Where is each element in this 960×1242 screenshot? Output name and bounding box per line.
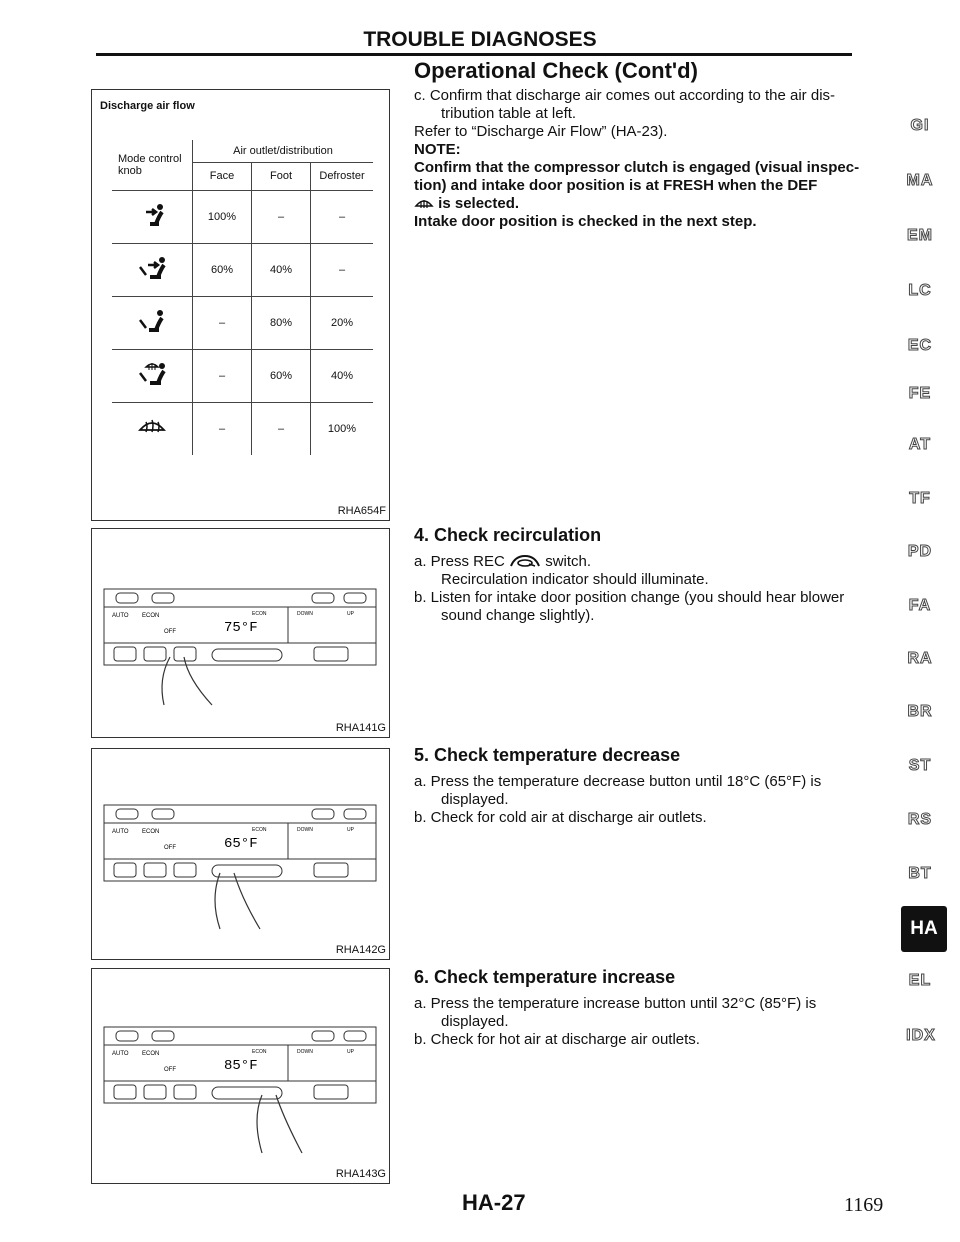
pressing-finger bbox=[257, 1095, 302, 1153]
index-tab-pd[interactable]: PD bbox=[907, 543, 933, 560]
defrost-icon bbox=[132, 414, 172, 440]
section-c bbox=[414, 87, 894, 231]
off-label: OFF bbox=[164, 629, 176, 635]
econ-label: ECON bbox=[142, 829, 160, 835]
index-tab-el[interactable]: EL bbox=[908, 972, 932, 989]
temp-display: 65°F bbox=[224, 836, 258, 852]
bi-level-icon bbox=[132, 255, 172, 281]
col-foot: Foot bbox=[252, 162, 311, 190]
pressing-finger bbox=[162, 657, 212, 705]
text-line: a. Press the temperature decrease button until 18°C (65°F) is bbox=[414, 773, 822, 790]
air-distribution-table bbox=[112, 140, 373, 455]
index-tab-fa[interactable]: FA bbox=[908, 597, 932, 614]
figure-label: RHA142G bbox=[335, 944, 386, 956]
index-tab-fe[interactable]: FE bbox=[908, 385, 932, 402]
temp-display: 85°F bbox=[224, 1058, 258, 1074]
index-tab-ra[interactable]: RA bbox=[907, 650, 933, 667]
discharge-air-flow-figure bbox=[91, 89, 390, 521]
cell: 60% bbox=[193, 243, 252, 296]
index-tab-st[interactable]: ST bbox=[908, 757, 932, 774]
index-tab-rs[interactable]: RS bbox=[907, 811, 933, 828]
note-line: Confirm that the compressor clutch is engaged (visual inspec- bbox=[414, 159, 860, 176]
table-row bbox=[112, 190, 373, 243]
text-line: b. Listen for intake door position change (you should hear blower bbox=[414, 589, 845, 606]
cell: – bbox=[311, 243, 374, 296]
econ-label: ECON bbox=[142, 1051, 160, 1057]
index-tab-ec[interactable]: EC bbox=[907, 337, 933, 354]
up-label: UP bbox=[347, 1049, 354, 1055]
text-line: tribution table at left. bbox=[441, 105, 577, 122]
index-tab-br[interactable]: BR bbox=[907, 703, 933, 720]
off-label: OFF bbox=[164, 1067, 176, 1073]
mode-header: Mode control knob bbox=[112, 140, 193, 190]
step-title: 6. Check temperature increase bbox=[414, 967, 676, 987]
figure-label: RHA141G bbox=[335, 722, 386, 734]
cell: – bbox=[252, 402, 311, 455]
note-line: Intake door position is checked in the next step. bbox=[414, 213, 757, 230]
step-5 bbox=[414, 745, 894, 827]
step-4 bbox=[414, 525, 894, 625]
temp-display: 75°F bbox=[224, 620, 258, 636]
col-defroster: Defroster bbox=[311, 162, 374, 190]
text-line: Refer to “Discharge Air Flow” (HA-23). bbox=[414, 123, 668, 140]
up-label: UP bbox=[347, 827, 354, 833]
air-header: Air outlet/distribution bbox=[193, 140, 374, 162]
econ-indicator: ECON bbox=[252, 827, 267, 833]
cell: – bbox=[193, 296, 252, 349]
note-line: tion) and intake door position is at FRESH when the DEF bbox=[414, 177, 818, 194]
page-header: TROUBLE DIAGNOSES bbox=[363, 28, 597, 51]
text-line: b. Check for hot air at discharge air outlets. bbox=[414, 1031, 700, 1048]
table-row bbox=[112, 349, 373, 402]
page-subtitle: Operational Check (Cont'd) bbox=[414, 58, 698, 83]
note-line: is selected. bbox=[414, 195, 894, 213]
note-label: NOTE: bbox=[414, 141, 461, 158]
face-vent-icon bbox=[132, 202, 172, 228]
text-line: a. Press REC switch. bbox=[414, 553, 592, 570]
table-row bbox=[112, 243, 373, 296]
section-page-code: HA-27 bbox=[462, 1190, 526, 1215]
ac-control-panel bbox=[92, 529, 389, 737]
defrost-icon bbox=[414, 196, 434, 210]
cell: 40% bbox=[311, 349, 374, 402]
text-line: c. Confirm that discharge air comes out according to the air dis- bbox=[414, 87, 836, 104]
text-line: b. Check for cold air at discharge air outlets. bbox=[414, 809, 707, 826]
down-label: DOWN bbox=[297, 611, 313, 617]
ac-control-panel bbox=[92, 969, 389, 1183]
index-tab-ma[interactable]: MA bbox=[906, 172, 934, 189]
down-label: DOWN bbox=[297, 1049, 313, 1055]
index-tab-em[interactable]: EM bbox=[907, 227, 933, 244]
cell: – bbox=[193, 402, 252, 455]
step-title: 5. Check temperature decrease bbox=[414, 745, 681, 765]
cell: 40% bbox=[252, 243, 311, 296]
cell: 80% bbox=[252, 296, 311, 349]
figure-title: Discharge air flow bbox=[100, 100, 195, 112]
table-row bbox=[112, 402, 373, 455]
index-tab-ha-active[interactable]: HA bbox=[901, 906, 947, 952]
cell: 20% bbox=[311, 296, 374, 349]
auto-label: AUTO bbox=[112, 829, 129, 835]
cell: – bbox=[252, 190, 311, 243]
ac-control-panel bbox=[92, 749, 389, 959]
cell: 100% bbox=[193, 190, 252, 243]
step-6 bbox=[414, 967, 894, 1049]
econ-indicator: ECON bbox=[252, 611, 267, 617]
cell: 60% bbox=[252, 349, 311, 402]
down-label: DOWN bbox=[297, 827, 313, 833]
text-line: displayed. bbox=[441, 791, 509, 808]
index-tab-idx[interactable]: IDX bbox=[906, 1027, 936, 1044]
recirculation-figure bbox=[91, 528, 390, 738]
index-tab-bt[interactable]: BT bbox=[908, 865, 932, 882]
foot-vent-icon bbox=[132, 308, 172, 334]
cell: 100% bbox=[311, 402, 374, 455]
index-tab-gi[interactable]: GI bbox=[910, 117, 930, 134]
header-rule bbox=[96, 53, 852, 56]
text-line: sound change slightly). bbox=[441, 607, 595, 624]
col-face: Face bbox=[193, 162, 252, 190]
step-title: 4. Check recirculation bbox=[414, 525, 602, 545]
index-tab-tf[interactable]: TF bbox=[909, 490, 931, 507]
page-number: 1169 bbox=[844, 1194, 884, 1216]
text-line: a. Press the temperature increase button until 32°C (85°F) is bbox=[414, 995, 817, 1012]
text-line: Recirculation indicator should illuminate. bbox=[441, 571, 709, 588]
econ-label: ECON bbox=[142, 613, 160, 619]
table-row bbox=[112, 296, 373, 349]
index-tab-at[interactable]: AT bbox=[908, 436, 932, 453]
figure-label: RHA143G bbox=[335, 1168, 386, 1180]
figure-label: RHA654F bbox=[337, 505, 386, 517]
index-tab-lc[interactable]: LC bbox=[908, 282, 932, 299]
up-label: UP bbox=[347, 611, 354, 617]
auto-label: AUTO bbox=[112, 1051, 129, 1057]
cell: – bbox=[311, 190, 374, 243]
text-line: displayed. bbox=[441, 1013, 509, 1030]
temp-decrease-figure bbox=[91, 748, 390, 960]
auto-label: AUTO bbox=[112, 613, 129, 619]
econ-indicator: ECON bbox=[252, 1049, 267, 1055]
off-label: OFF bbox=[164, 845, 176, 851]
recirculation-icon bbox=[509, 554, 541, 568]
foot-defrost-icon bbox=[132, 361, 172, 387]
cell: – bbox=[193, 349, 252, 402]
temp-increase-figure bbox=[91, 968, 390, 1184]
